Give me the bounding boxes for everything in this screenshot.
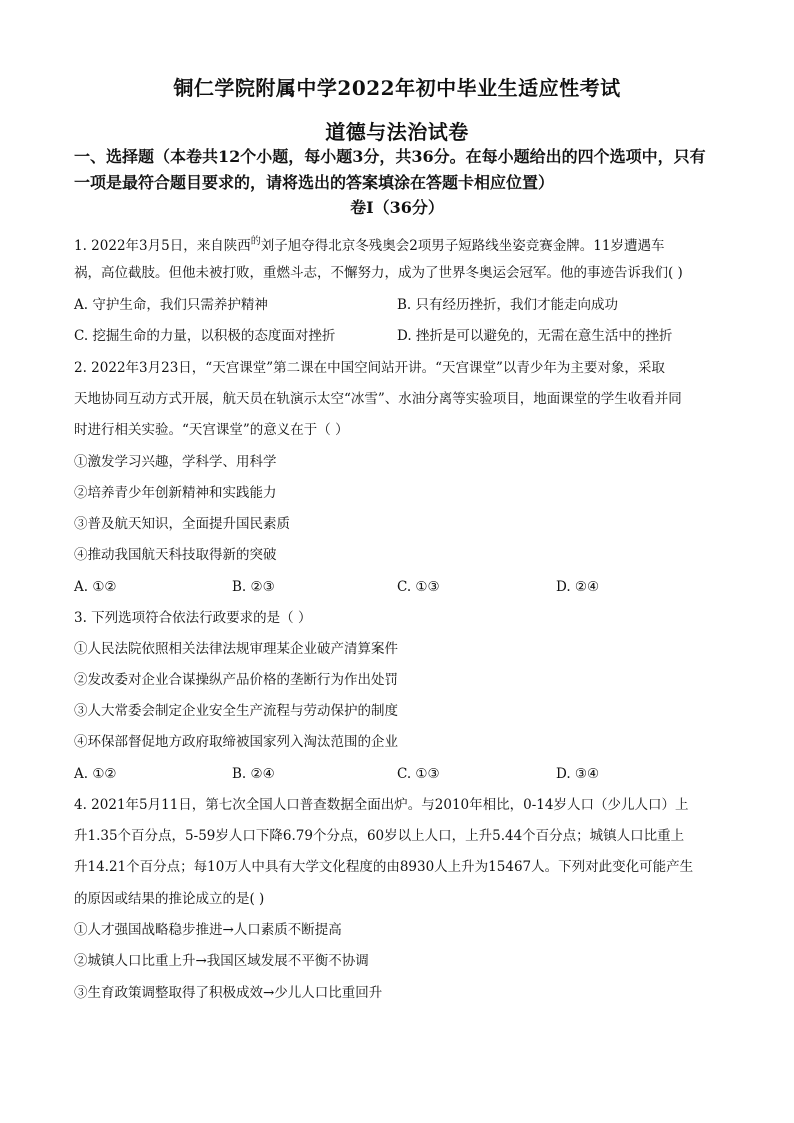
q2-option-a: A. ①② bbox=[74, 579, 117, 595]
q3-statement-3: ③人大常委会制定企业安全生产流程与劳动保护的制度 bbox=[74, 703, 398, 719]
q2-statement-3: ③普及航天知识，全面提升国民素质 bbox=[74, 516, 290, 532]
q4-statement-3: ③生育政策调整取得了积极成效→少儿人口比重回升 bbox=[74, 985, 383, 1001]
q1-option-d: D. 挫折是可以避免的，无需在意生活中的挫折 bbox=[397, 328, 673, 344]
q1-option-c: C. 挖掘生命的力量，以积极的态度面对挫折 bbox=[74, 328, 336, 344]
q3-statement-2: ②发改委对企业合谋操纵产品价格的垄断行为作出处罚 bbox=[74, 672, 398, 688]
q4-statement-2: ②城镇人口比重上升→我国区域发展不平衡不协调 bbox=[74, 953, 369, 969]
q3-stem-line-1: 3. 下列选项符合依法行政要求的是（ ） bbox=[74, 610, 312, 626]
q2-option-c: C. ①③ bbox=[397, 579, 440, 595]
q4-stem-line-4: 的原因或结果的推论成立的是( ) bbox=[74, 891, 265, 907]
q3-option-c: C. ①③ bbox=[397, 766, 440, 782]
q1-stem-line-2: 祸，高位截肢。但他未被打败，重燃斗志，不懈努力，成为了世界冬奥运会冠军。他的事迹告诉我们( ) bbox=[74, 265, 683, 281]
section-instruction-line-1: 一、选择题（本卷共12个小题，每小题3分，共36分。在每小题给出的四个选项中，只有 bbox=[74, 147, 706, 166]
volume-heading: 卷Ⅰ（36分） bbox=[350, 198, 444, 217]
exam-subtitle: 道德与法治试卷 bbox=[325, 120, 469, 144]
q2-statement-4: ④推动我国航天科技取得新的突破 bbox=[74, 547, 277, 563]
q3-statement-1: ①人民法院依照相关法律法规审理某企业破产清算案件 bbox=[74, 641, 398, 657]
q3-option-d: D. ③④ bbox=[556, 766, 600, 782]
q3-option-b: B. ②④ bbox=[232, 766, 275, 782]
q3-statement-4: ④环保部督促地方政府取缔被国家列入淘汰范围的企业 bbox=[74, 734, 398, 750]
q2-stem-line-1: 2. 2022年3月23日，“天宫课堂”第二课在中国空间站开讲。“天宫课堂”以青少年为主要对象，采取 bbox=[74, 360, 665, 376]
q1-option-b: B. 只有经历挫折，我们才能走向成功 bbox=[397, 297, 619, 313]
q2-statement-1: ①激发学习兴趣，学科学、用科学 bbox=[74, 454, 277, 470]
q2-stem-line-3: 时进行相关实验。“天宫课堂”的意义在于（ ） bbox=[74, 422, 349, 438]
exam-title: 铜仁学院附属中学2022年初中毕业生适应性考试 bbox=[173, 76, 621, 100]
q2-option-b: B. ②③ bbox=[232, 579, 275, 595]
q3-option-a: A. ①② bbox=[74, 766, 117, 782]
q1-option-a: A. 守护生命，我们只需养护精神 bbox=[74, 297, 268, 313]
q4-statement-1: ①人才强国战略稳步推进→人口素质不断提高 bbox=[74, 922, 342, 938]
q2-stem-line-2: 天地协同互动方式开展，航天员在轨演示太空“冰雪”、水油分离等实验项目，地面课堂的学生收看并同 bbox=[74, 391, 682, 407]
section-instruction-line-2: 一项是最符合题目要求的，请将选出的答案填涂在答题卡相应位置） bbox=[74, 173, 555, 192]
q2-statement-2: ②培养青少年创新精神和实践能力 bbox=[74, 485, 277, 501]
q2-option-d: D. ②④ bbox=[556, 579, 600, 595]
q4-stem-line-1: 4. 2021年5月11日，第七次全国人口普查数据全面出炉。与2010年相比，0-14岁人口（少儿人口）上 bbox=[74, 797, 689, 813]
q4-stem-line-3: 升14.21个百分点；每10万人中具有大学文化程度的由8930人上升为15467人。下列对此变化可能产生 bbox=[74, 859, 694, 875]
q1-stem-line-1: 1. 2022年3月5日，来自陕西$^的$刘子旭夺得北京冬残奥会2项男子短路线坐姿竞赛金牌。11岁遭遇车 bbox=[74, 236, 665, 254]
q4-stem-line-2: 升1.35个百分点，5-59岁人口下降6.79个分点，60岁以上人口，上升5.44个百分点；城镇人口比重上 bbox=[74, 828, 685, 844]
